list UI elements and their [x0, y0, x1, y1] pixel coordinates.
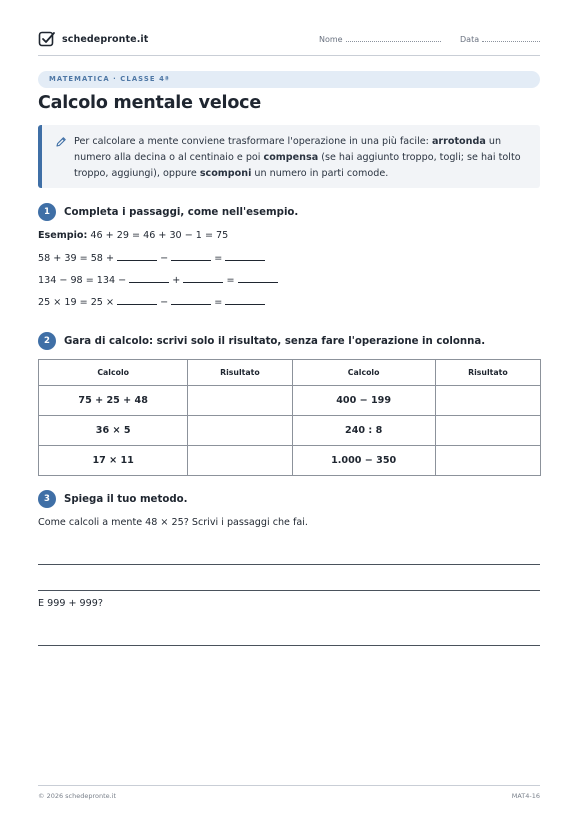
column-header: Risultato	[188, 360, 292, 386]
question-number: 2	[38, 332, 56, 350]
pencil-icon	[55, 136, 67, 148]
calc-cell: 400 − 199	[292, 386, 435, 416]
question-number: 3	[38, 490, 56, 508]
result-cell[interactable]	[188, 446, 292, 476]
result-cell[interactable]	[435, 386, 540, 416]
tip-keyword-arrotonda: arrotonda	[431, 136, 486, 147]
checkbox-logo-icon	[38, 30, 56, 48]
column-header: Calcolo	[292, 360, 435, 386]
calc-table	[38, 359, 541, 476]
tip-text	[74, 134, 534, 182]
operator: =	[211, 297, 226, 308]
column-header: Calcolo	[39, 360, 188, 386]
tip-text-part: un numero in parti comode.	[251, 168, 389, 179]
operator: +	[169, 275, 184, 286]
calc-cell: 240 : 8	[292, 416, 435, 446]
answer-blank[interactable]	[238, 274, 278, 283]
table-header-row	[39, 360, 541, 386]
example-line	[38, 230, 228, 241]
example-label: Esempio:	[38, 230, 88, 241]
operator: =	[223, 275, 238, 286]
answer-blank[interactable]	[129, 274, 169, 283]
question-2-heading	[38, 332, 485, 350]
tip-text-part: Per calcolare a mente conviene trasformare l'operazione in una più facile:	[74, 136, 432, 147]
prompt-text: E 999 + 999?	[38, 598, 103, 609]
result-cell[interactable]	[435, 446, 540, 476]
question-number: 1	[38, 203, 56, 221]
operator: −	[157, 297, 172, 308]
answer-line[interactable]	[38, 564, 540, 565]
tip-box	[38, 125, 540, 188]
answer-blank[interactable]	[225, 296, 265, 305]
answer-line[interactable]	[38, 645, 540, 646]
table-row	[39, 446, 541, 476]
date-field[interactable]	[460, 35, 540, 44]
answer-blank[interactable]	[171, 296, 211, 305]
name-line	[346, 35, 441, 42]
page-title: Calcolo mentale veloce	[38, 93, 261, 113]
exercise-start: 58 + 39 = 58 +	[38, 253, 118, 264]
result-cell[interactable]	[435, 416, 540, 446]
table-row	[39, 416, 541, 446]
date-line	[482, 35, 540, 42]
subject-bar: MATEMATICA · CLASSE 4ª	[38, 71, 540, 88]
example-text: 46 + 29 = 46 + 30 − 1 = 75	[90, 230, 229, 241]
tip-keyword-scomponi: scomponi	[199, 168, 252, 179]
answer-blank[interactable]	[171, 252, 211, 261]
result-cell[interactable]	[188, 386, 292, 416]
question-1-heading	[38, 203, 298, 221]
exercise-line	[38, 296, 265, 308]
tip-text-part: un numero alla decina o al centinaio e poi	[74, 136, 502, 163]
logo-text: schedepronte.it	[62, 33, 149, 45]
name-label: Nome	[319, 35, 343, 44]
page-footer	[38, 785, 540, 800]
column-header: Risultato	[435, 360, 540, 386]
logo	[38, 30, 148, 48]
question-text: Completa i passaggi, come nell'esempio.	[64, 206, 299, 218]
answer-blank[interactable]	[117, 296, 157, 305]
answer-blank[interactable]	[225, 252, 265, 261]
table-row	[39, 386, 541, 416]
result-cell[interactable]	[188, 416, 292, 446]
question-3-heading	[38, 490, 188, 508]
name-field[interactable]	[319, 35, 441, 44]
question-text: Gara di calcolo: scrivi solo il risultato, senza fare l'operazione in colonna.	[64, 335, 486, 347]
answer-line[interactable]	[38, 590, 540, 591]
page-header	[38, 30, 540, 56]
operator: =	[211, 253, 226, 264]
calc-cell: 75 + 25 + 48	[39, 386, 188, 416]
exercise-line	[38, 274, 278, 286]
sheet-code: MAT4-16	[511, 792, 540, 800]
exercise-start: 25 × 19 = 25 ×	[38, 297, 118, 308]
calc-cell: 1.000 − 350	[292, 446, 435, 476]
tip-keyword-compensa: compensa	[263, 152, 319, 163]
exercise-start: 134 − 98 = 134 −	[38, 275, 130, 286]
prompt-text: Come calcoli a mente 48 × 25? Scrivi i passaggi che fai.	[38, 517, 308, 528]
question-text: Spiega il tuo metodo.	[64, 493, 188, 505]
copyright: © 2026 schedepronte.it	[38, 792, 117, 800]
exercise-line	[38, 252, 265, 264]
answer-blank[interactable]	[183, 274, 223, 283]
answer-blank[interactable]	[117, 252, 157, 261]
calc-cell: 36 × 5	[39, 416, 188, 446]
date-label: Data	[460, 35, 480, 44]
tip-text-part: (se hai aggiunto troppo, togli; se hai tolto troppo, aggiungi), oppure	[74, 152, 521, 179]
calc-cell: 17 × 11	[39, 446, 188, 476]
operator: −	[157, 253, 172, 264]
